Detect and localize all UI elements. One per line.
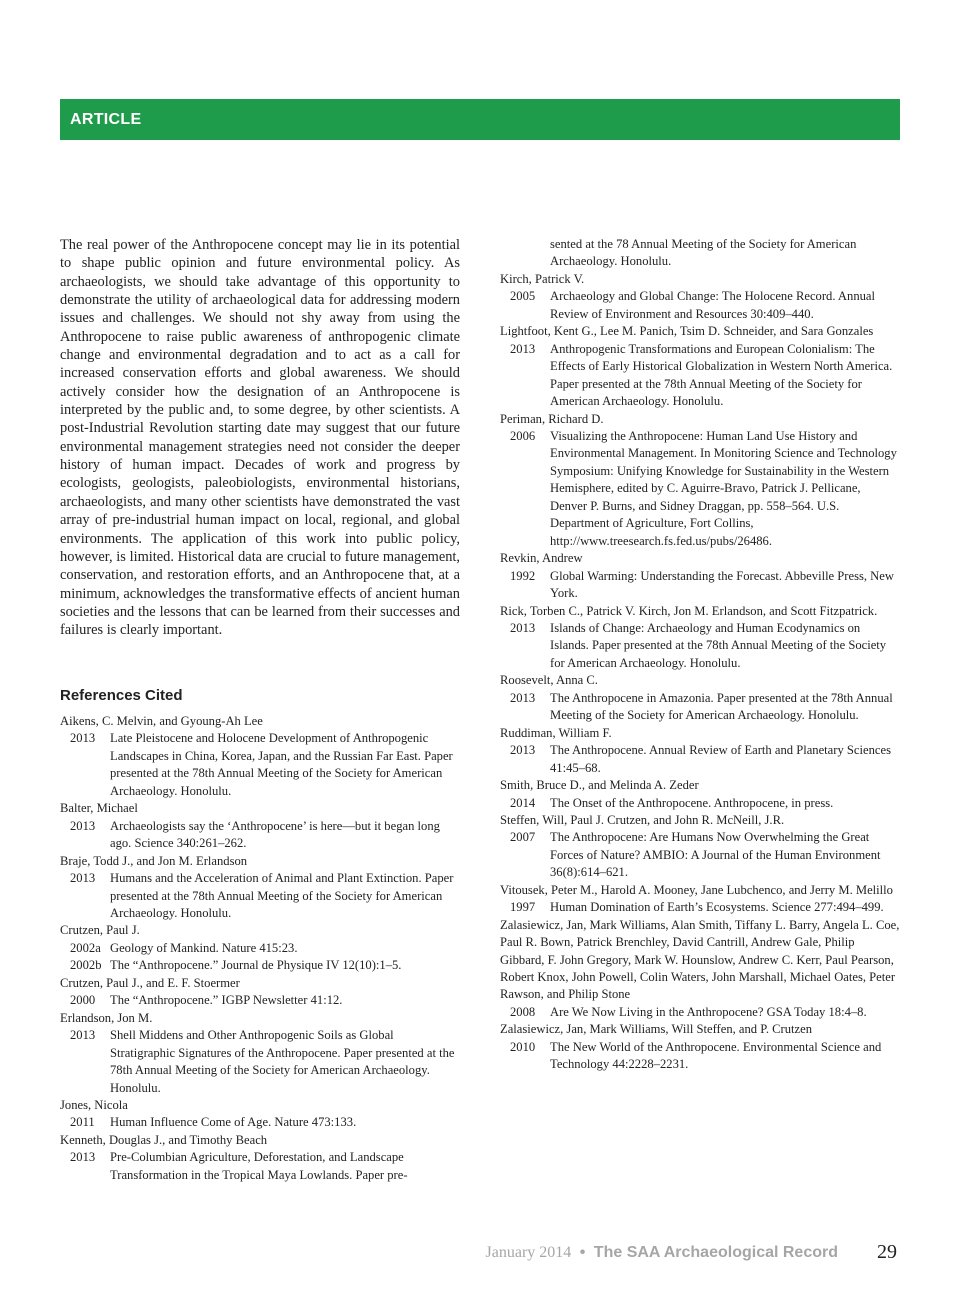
reference-citation: Pre-Columbian Agriculture, Deforestation, and Landscape Transformation in the Tropical Maya Lowlands. Paper pre- bbox=[110, 1150, 408, 1182]
reference-citation: Geology of Mankind. Nature 415:23. bbox=[110, 940, 298, 955]
footer-publication: The SAA Archaeological Record bbox=[593, 1244, 838, 1261]
references-list-right bbox=[500, 236, 900, 1074]
reference-citation: Anthropogenic Transformations and European Colonialism: The Effects of Early Historical Globalization in Western North America. Paper presented at the 78th Annual Meeting of the Society for American Archaeology. Honolulu. bbox=[550, 341, 893, 409]
reference-author: Rick, Torben C., Patrick V. Kirch, Jon M. Erlandson, and Scott Fitzpatrick. bbox=[500, 603, 878, 618]
reference-year: 2007 bbox=[510, 830, 536, 845]
reference-entry bbox=[60, 870, 460, 922]
reference-citation: The “Anthropocene.” Journal de Physique IV 12(10):1–5. bbox=[110, 958, 402, 973]
section-label: ARTICLE bbox=[70, 111, 142, 128]
reference-entry bbox=[500, 899, 900, 916]
reference-author: Lightfoot, Kent G., Lee M. Panich, Tsim D. Schneider, and Sara Gonzales bbox=[500, 324, 874, 339]
reference-entry bbox=[60, 730, 460, 800]
section-banner bbox=[60, 99, 900, 140]
reference-author: Balter, Michael bbox=[60, 801, 138, 816]
body-paragraph: The real power of the Anthropocene concept may lie in its potential to shape public opinion and future environmental policy. As archaeologists, we should take advantage of this opportunity to demonstrate the utility of archaeological data for addressing modern issues and challenges. We should not shy away from using the Anthropocene to raise public awareness of anthropogenic climate change and environmental degradation and to act as a call for increased conservation efforts and global awareness. We should actively consider how the designation of an Anthropocene is interpreted by the public and, to some degree, by other scientists. A post-Industrial Revolution starting date may suggest that our future environmental management strategies need not consider the deeper history of human impact. Decades of work and progress by ecologists, geologists, paleobiologists, environmental historians, archaeologists, and many other scientists have demonstrated the vast array of pre-industrial human impact on local, regional, and global environments. The application of this work into public policy, however, is limited. Historical data are crucial to future management, conservation, and restoration efforts, and an Anthropocene that, at a minimum, acknowledges the transformative effects of ancient human societies and the lessons that can be learned from their successes and failures is clearly important. bbox=[60, 237, 460, 639]
reference-year: 2006 bbox=[510, 428, 536, 443]
reference-entry bbox=[60, 957, 460, 974]
footer-separator: • bbox=[579, 1244, 586, 1261]
reference-year: 2008 bbox=[510, 1004, 536, 1019]
reference-citation: Global Warming: Understanding the Forecast. Abbeville Press, New York. bbox=[550, 568, 894, 601]
reference-author: Kirch, Patrick V. bbox=[500, 271, 585, 286]
reference-year: 2013 bbox=[70, 1028, 96, 1043]
reference-entry bbox=[500, 620, 900, 672]
reference-citation: Shell Middens and Other Anthropogenic Soils as Global Stratigraphic Signatures of the Anthropocene. Paper presented at the 78th Annual Meeting of the Society for American Archaeology. Honolulu. bbox=[110, 1028, 455, 1095]
reference-year: 2005 bbox=[510, 289, 536, 304]
reference-citation: The Onset of the Anthropocene. Anthropocene, in press. bbox=[550, 795, 834, 810]
reference-year: 1992 bbox=[510, 568, 536, 583]
reference-citation: Are We Now Living in the Anthropocene? GSA Today 18:4–8. bbox=[550, 1004, 867, 1019]
reference-citation: Human Influence Come of Age. Nature 473:133. bbox=[110, 1115, 357, 1130]
reference-year: 2013 bbox=[510, 690, 536, 705]
reference-entry bbox=[60, 940, 460, 957]
references-list-left bbox=[60, 713, 460, 1184]
reference-entry bbox=[500, 690, 900, 725]
reference-year: 2013 bbox=[510, 341, 536, 356]
reference-author: Crutzen, Paul J., and E. F. Stoermer bbox=[60, 975, 240, 990]
reference-citation: Islands of Change: Archaeology and Human Ecodynamics on Islands. Paper presented at the 78th Annual Meeting of the Society for American Archaeology. Honolulu. bbox=[550, 620, 887, 670]
body-column bbox=[60, 236, 460, 640]
reference-citation: Visualizing the Anthropocene: Human Land Use History and Environmental Management. In Monitoring Science and Technology Symposium: Unifying Knowledge for Sustainability in the Western Hemisphere, edited by C. Aguirre-Bravo, Patrick J. Pellicane, Denver P. Burns, and Sidney Draggan, pp. 558–564. U.S. Department of Agriculture, Fort Collins, http://www.treesearch.fs.fed.us/pubs/26486. bbox=[550, 428, 897, 548]
reference-author: Steffen, Will, Paul J. Crutzen, and John R. McNeill, J.R. bbox=[500, 812, 785, 827]
reference-entry bbox=[500, 742, 900, 777]
reference-entry bbox=[60, 818, 460, 853]
reference-author: Kenneth, Douglas J., and Timothy Beach bbox=[60, 1132, 268, 1147]
reference-year: 1997 bbox=[510, 900, 536, 915]
reference-entry bbox=[500, 288, 900, 323]
reference-citation: Archaeology and Global Change: The Holocene Record. Annual Review of Environment and Resources 30:409–440. bbox=[550, 289, 876, 321]
reference-entry bbox=[500, 341, 900, 411]
reference-author: Jones, Nicola bbox=[60, 1097, 128, 1112]
reference-entry bbox=[500, 829, 900, 881]
reference-entry bbox=[60, 1027, 460, 1097]
reference-year: 2013 bbox=[70, 1150, 96, 1165]
footer-date: January 2014 bbox=[485, 1244, 572, 1261]
reference-author: Revkin, Andrew bbox=[500, 551, 583, 566]
reference-citation: Archaeologists say the ‘Anthropocene’ is here—but it began long ago. Science 340:261–262. bbox=[110, 818, 440, 851]
reference-year: 2000 bbox=[70, 993, 96, 1008]
reference-year: 2013 bbox=[70, 731, 96, 746]
reference-author: Erlandson, Jon M. bbox=[60, 1010, 153, 1025]
reference-author: Roosevelt, Anna C. bbox=[500, 673, 598, 688]
reference-year: 2002a bbox=[70, 940, 101, 955]
reference-year: 2010 bbox=[510, 1039, 536, 1054]
reference-year: 2011 bbox=[70, 1115, 95, 1130]
reference-author: Periman, Richard D. bbox=[500, 411, 604, 426]
reference-entry bbox=[500, 428, 900, 550]
reference-entry bbox=[60, 1114, 460, 1131]
reference-year: 2014 bbox=[510, 795, 536, 810]
reference-year: 2013 bbox=[70, 871, 96, 886]
reference-citation: Late Pleistocene and Holocene Development of Anthropogenic Landscapes in China, Korea, Japan, and the Russian Far East. Paper presented at the 78th Annual Meeting of the Society for American Archaeology. Honolulu. bbox=[110, 731, 453, 798]
reference-author: Zalasiewicz, Jan, Mark Williams, Alan Smith, Tiffany L. Barry, Angela L. Coe, Paul R. Bown, Patrick Brenchley, David Cantrill, Andrew Gale, Philip Gibbard, F. John Gregory, Mark W. Hounslow, Andrew C. Kerr, Paul Pearson, Robert Knox, John Powell, Colin Waters, John Marshall, Michael Oates, Peter Rawson, and Philip Stone bbox=[500, 917, 900, 1002]
reference-year: 2013 bbox=[510, 743, 536, 758]
reference-citation: Human Domination of Earth’s Ecosystems. Science 277:494–499. bbox=[550, 900, 884, 915]
reference-citation: Humans and the Acceleration of Animal and Plant Extinction. Paper presented at the 78th Annual Meeting of the Society for American Archaeology. Honolulu. bbox=[110, 871, 454, 920]
page-number: 29 bbox=[877, 1241, 897, 1263]
reference-entry bbox=[500, 1039, 900, 1074]
reference-citation: The Anthropocene: Are Humans Now Overwhelming the Great Forces of Nature? AMBIO: A Journal of the Human Environment 36(8):614–621. bbox=[550, 830, 881, 880]
reference-author: Crutzen, Paul J. bbox=[60, 923, 140, 938]
reference-author: Smith, Bruce D., and Melinda A. Zeder bbox=[500, 778, 699, 793]
reference-continuation: sented at the 78 Annual Meeting of the Society for American Archaeology. Honolulu. bbox=[550, 237, 857, 269]
reference-author: Aikens, C. Melvin, and Gyoung-Ah Lee bbox=[60, 714, 263, 728]
reference-entry bbox=[500, 1004, 900, 1021]
reference-citation: The Anthropocene. Annual Review of Earth and Planetary Sciences 41:45–68. bbox=[550, 743, 891, 775]
reference-author: Ruddiman, William F. bbox=[500, 725, 612, 740]
reference-citation: The Anthropocene in Amazonia. Paper presented at the 78th Annual Meeting of the Society for American Archaeology. Honolulu. bbox=[550, 690, 893, 723]
reference-entry bbox=[60, 1149, 460, 1184]
reference-entry bbox=[60, 992, 460, 1009]
running-footer bbox=[486, 1244, 838, 1262]
reference-year: 2013 bbox=[510, 620, 536, 635]
reference-year: 2002b bbox=[70, 958, 102, 973]
reference-entry bbox=[500, 795, 900, 812]
references-heading: References Cited bbox=[60, 687, 183, 704]
reference-author: Braje, Todd J., and Jon M. Erlandson bbox=[60, 853, 248, 868]
reference-entry bbox=[500, 568, 900, 603]
reference-author: Zalasiewicz, Jan, Mark Williams, Will Steffen, and P. Crutzen bbox=[500, 1022, 813, 1037]
reference-year: 2013 bbox=[70, 818, 96, 833]
reference-citation: The “Anthropocene.” IGBP Newsletter 41:12. bbox=[110, 993, 343, 1008]
reference-citation: The New World of the Anthropocene. Environmental Science and Technology 44:2228–2231. bbox=[550, 1039, 882, 1072]
reference-author: Vitousek, Peter M., Harold A. Mooney, Jane Lubchenco, and Jerry M. Melillo bbox=[500, 882, 893, 897]
